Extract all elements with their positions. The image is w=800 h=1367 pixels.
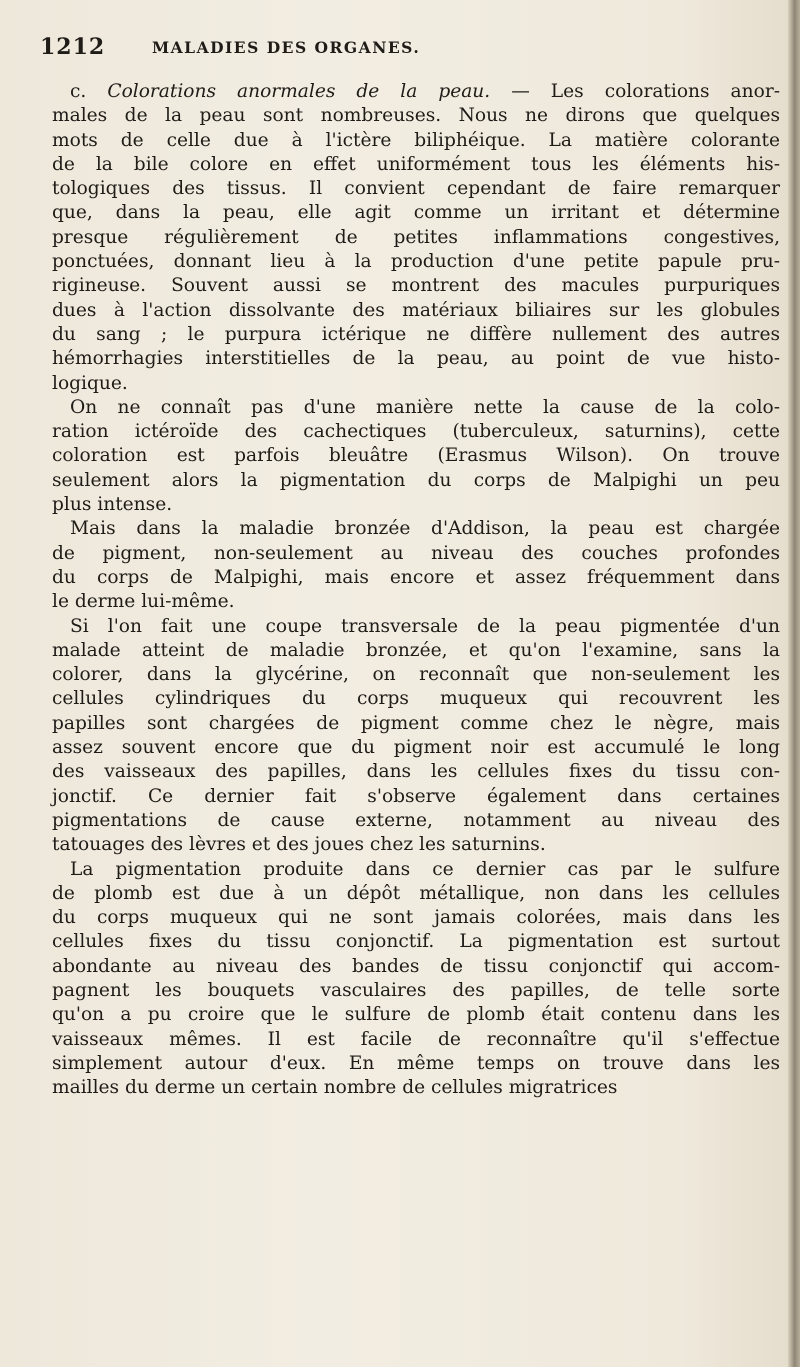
- text-line: plus intense.: [52, 494, 173, 516]
- text-line: le derme lui-même.: [52, 591, 235, 613]
- text-line: dues à l'action dissolvante des matériaux biliaires sur les globules: [52, 299, 780, 321]
- text-line: cellules cylindriques du corps muqueux qui recouvrent les: [52, 688, 780, 710]
- text-line: cellules fixes du tissu conjonctif. La pigmentation est surtout: [52, 931, 780, 953]
- section-title: Colorations anormales de la peau.: [107, 81, 491, 102]
- text-line: papilles sont chargées de pigment comme chez le nègre, mais: [52, 712, 780, 734]
- text-line: colorer, dans la glycérine, on reconnaît que non-seulement les: [52, 664, 780, 686]
- text-line: malade atteint de maladie bronzée, et qu'on l'examine, sans la: [52, 639, 780, 661]
- text-line: du corps muqueux qui ne sont jamais colorées, mais dans les: [52, 907, 780, 929]
- text-line: du sang ; le purpura ictérique ne diffère nullement des autres: [52, 323, 780, 345]
- text-line: abondante au niveau des bandes de tissu conjonctif qui accom-: [52, 955, 780, 977]
- text-line: La pigmentation produite dans ce dernier cas par le sulfure: [70, 858, 780, 880]
- text-line: pagnent les bouquets vasculaires des papilles, de telle sorte: [52, 979, 780, 1001]
- text-line: du corps de Malpighi, mais encore et assez fréquemment dans: [52, 566, 780, 588]
- text-line: mots de celle due à l'ictère biliphéique. La matière colorante: [52, 129, 780, 151]
- section-lead: c.: [70, 81, 108, 102]
- text-line: males de la peau sont nombreuses. Nous ne dirons que quelques: [52, 105, 780, 127]
- body-text: [52, 80, 780, 1100]
- text-line: On ne connaît pas d'une manière nette la cause de la colo-: [70, 396, 780, 418]
- text-line-content: — Les colorations anor-: [490, 81, 780, 102]
- paragraph-icteroid-coloration: [52, 396, 780, 517]
- paragraph-transverse-section: [52, 615, 780, 858]
- text-line: Mais dans la maladie bronzée d'Addison, la peau est chargée: [70, 518, 780, 540]
- text-line: mailles du derme un certain nombre de cellules migratrices: [52, 1077, 618, 1099]
- text-line: de pigment, non-seulement au niveau des couches profondes: [52, 542, 780, 564]
- text-line: seulement alors la pigmentation du corps de Malpighi un peu: [52, 469, 780, 491]
- text-line: [52, 80, 780, 104]
- text-line: ration ictéroïde des cachectiques (tuberculeux, saturnins), cette: [52, 421, 780, 443]
- text-line: que, dans la peau, elle agit comme un irritant et détermine: [52, 202, 780, 224]
- text-line: de la bile colore en effet uniformément tous les éléments his-: [52, 153, 780, 175]
- page-edge-shadow: [788, 0, 800, 1367]
- text-line: jonctif. Ce dernier fait s'observe également dans certaines: [52, 785, 780, 807]
- paragraph-skin-colorations: [52, 80, 780, 396]
- text-line: logique.: [52, 372, 128, 394]
- text-line: vaisseaux mêmes. Il est facile de reconnaître qu'il s'effectue: [52, 1028, 780, 1050]
- text-line: rigineuse. Souvent aussi se montrent des macules purpuriques: [52, 275, 780, 297]
- running-title: MALADIES DES ORGANES.: [152, 38, 421, 57]
- text-line: qu'on a pu croire que le sulfure de plomb était contenu dans les: [52, 1004, 780, 1026]
- page-number: 1212: [40, 34, 106, 60]
- text-line: simplement autour d'eux. En même temps on trouve dans les: [52, 1052, 780, 1074]
- text-line: des vaisseaux des papilles, dans les cellules fixes du tissu con-: [52, 761, 780, 783]
- text-line: tologiques des tissus. Il convient cependant de faire remarquer: [52, 178, 780, 200]
- text-line: assez souvent encore que du pigment noir est accumulé le long: [52, 737, 780, 759]
- text-line: hémorrhagies interstitielles de la peau, au point de vue histo-: [52, 348, 780, 370]
- text-line: de plomb est due à un dépôt métallique, non dans les cellules: [52, 882, 780, 904]
- paragraph-lead-sulfide: [52, 858, 780, 1101]
- text-line: ponctuées, donnant lieu à la production d'une petite papule pru-: [52, 251, 780, 273]
- paragraph-addison-disease: [52, 517, 780, 614]
- text-line: coloration est parfois bleuâtre (Erasmus Wilson). On trouve: [52, 445, 780, 467]
- text-line: tatouages des lèvres et des joues chez les saturnins.: [52, 834, 546, 856]
- text-line: presque régulièrement de petites inflammations congestives,: [52, 226, 780, 248]
- text-line: Si l'on fait une coupe transversale de la peau pigmentée d'un: [70, 615, 780, 637]
- running-head: [40, 34, 780, 60]
- text-line: pigmentations de cause externe, notamment au niveau des: [52, 809, 780, 831]
